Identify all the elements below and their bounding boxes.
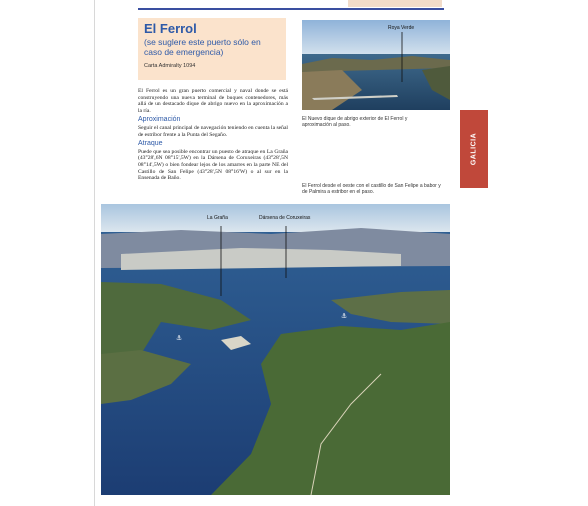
page-title: El Ferrol — [144, 21, 197, 36]
breakwater-photo-image — [302, 20, 450, 110]
body-text — [138, 88, 288, 185]
darsena-label: Dársena de Coruxeiras — [259, 215, 311, 221]
region-tab — [460, 110, 488, 188]
title-box — [138, 18, 286, 80]
intro-paragraph: El Ferrol es un gran puerto comercial y naval donde se está construyendo una nueva terminal de buques contenedores, más allá de un destacado dique de abrigo nuevo en la aproximación a la ría. — [138, 88, 288, 114]
la-grana-label: La Graña — [207, 215, 228, 221]
mooring-heading: Atraque — [138, 140, 163, 148]
approach-paragraph: Seguir el canal principal de navegación teniendo en cuenta la señal de estribor frente a la Punta del Segaño. — [138, 124, 288, 138]
region-tab-label: GALICIA — [470, 132, 478, 166]
chart-reference: Carta Admiralty 1094 — [144, 63, 196, 69]
ria-aerial-image — [101, 204, 450, 495]
breakwater-photo — [302, 20, 450, 110]
mooring-paragraph: Puede que sea posible encontrar un puesto de atraque en La Graña (43°28',6N 08°15',5W) en la Dársena de Coruxeiras (43°28',5N 08°14',5W) o bien fondear lejos de los amarres en la parte NE del Castillo de San Felipe (43°28',5N 08°16'W) o al sur en la Ensenada de Baño. — [138, 148, 288, 182]
svg-text:⚓: ⚓ — [341, 312, 348, 320]
approach-heading: Aproximación — [138, 116, 181, 124]
main-photo-caption: El Ferrol desde el oeste con el castillo de San Felipe a babor y de Palmira a estribor en el paso. — [302, 183, 441, 195]
ria-aerial-photo — [101, 204, 450, 495]
breakwater-caption: El Nuevo dique de abrigo exterior de El Ferrol y aproximación al paso. — [302, 116, 408, 128]
header-rule — [138, 8, 444, 10]
svg-text:⚓: ⚓ — [176, 334, 183, 342]
roya-verde-label: Roya Verde — [388, 25, 415, 31]
header-tab — [348, 0, 442, 7]
page-subtitle: (se suglere este puerto sólo en caso de emergencia) — [144, 37, 261, 57]
